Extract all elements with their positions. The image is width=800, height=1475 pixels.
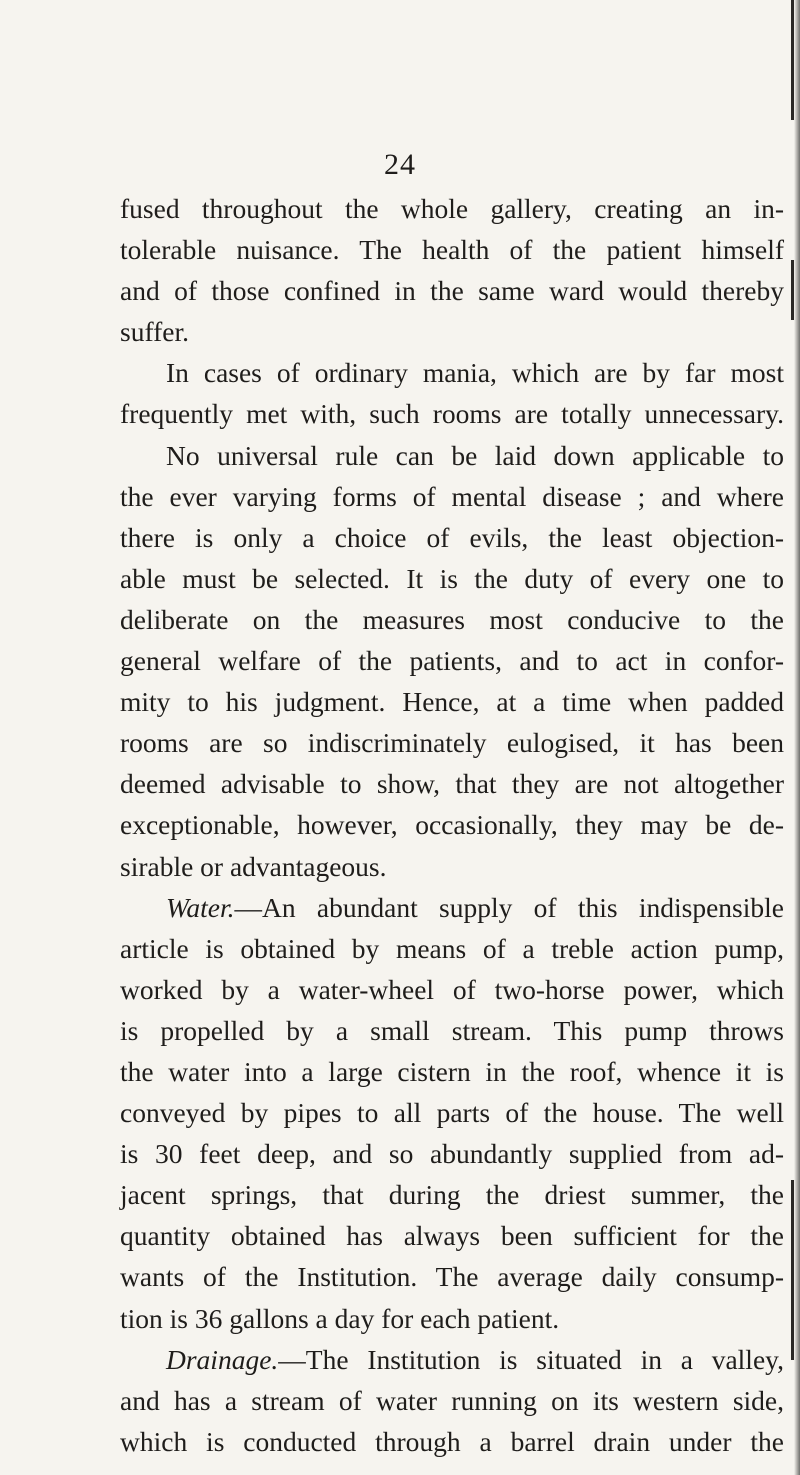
text-line xyxy=(120,1133,784,1174)
text-line xyxy=(120,928,784,969)
page-number: 24 xyxy=(384,148,416,181)
text-line xyxy=(120,1298,784,1339)
line-text: quantity obtained has always been sufficient for the xyxy=(120,1220,784,1252)
line-text: frequently met with, such rooms are totally unnecessary. xyxy=(120,398,784,430)
text-line xyxy=(120,763,784,804)
line-text: the ever varying forms of mental disease ; and where xyxy=(120,480,784,512)
line-text: suffer. xyxy=(120,316,189,348)
text-line xyxy=(120,393,784,434)
page-edge-shadow xyxy=(794,0,800,1475)
line-text: conveyed by pipes to all parts of the house. The well xyxy=(120,1097,784,1129)
line-text: and of those confined in the same ward would thereby xyxy=(120,275,784,307)
text-line xyxy=(120,517,784,558)
text-line xyxy=(120,887,784,928)
text-line xyxy=(120,1215,784,1256)
line-text: tion is 36 gallons a day for each patient. xyxy=(120,1302,560,1334)
line-text: able must be selected. It is the duty of every one to xyxy=(120,562,784,594)
text-line xyxy=(120,1092,784,1133)
line-text: sirable or advantageous. xyxy=(120,850,387,882)
text-line xyxy=(120,1380,784,1421)
text-line xyxy=(120,1051,784,1092)
text-line xyxy=(120,969,784,1010)
line-text: worked by a water-wheel of two-horse power, which xyxy=(120,973,784,1005)
line-text: is 30 feet deep, and so abundantly supplied from ad- xyxy=(120,1138,784,1170)
page-edge-mark xyxy=(791,260,794,320)
line-text: which is conducted through a barrel drain under the xyxy=(120,1425,784,1457)
line-text: tolerable nuisance. The health of the patient himself xyxy=(120,234,784,266)
line-text: No universal rule can be laid down applicable to xyxy=(166,439,784,471)
line-text: rooms are so indiscriminately eulogised, it has been xyxy=(120,727,784,759)
text-line xyxy=(120,476,784,517)
line-text: article is obtained by means of a treble action pump, xyxy=(120,932,784,964)
text-line xyxy=(120,1256,784,1297)
text-line xyxy=(120,311,784,352)
text-line xyxy=(120,352,784,393)
text-line xyxy=(120,229,784,270)
text-line xyxy=(120,1421,784,1462)
page-edge-mark xyxy=(791,1180,794,1360)
text-line xyxy=(120,435,784,476)
line-text: there is only a choice of evils, the least objection- xyxy=(120,521,784,553)
text-line xyxy=(120,188,784,229)
line-text: the water into a large cistern in the roof, whence it is xyxy=(120,1055,784,1087)
text-line xyxy=(120,599,784,640)
line-text: fused throughout the whole gallery, creating an in- xyxy=(120,193,784,224)
line-text: In cases of ordinary mania, which are by far most xyxy=(166,357,784,389)
text-line xyxy=(120,640,784,681)
text-line xyxy=(120,1339,784,1380)
section-heading: Water. xyxy=(166,891,235,923)
text-line xyxy=(120,722,784,763)
line-text: and has a stream of water running on its western side, xyxy=(120,1384,784,1416)
line-text: jacent springs, that during the driest summer, the xyxy=(120,1179,784,1211)
line-text: wants of the Institution. The average daily consump- xyxy=(120,1261,784,1293)
text-line xyxy=(120,681,784,722)
line-text: deliberate on the measures most conducive to the xyxy=(120,603,784,635)
page-edge-mark xyxy=(791,0,794,120)
line-text: mity to his judgment. Hence, at a time when padded xyxy=(120,686,784,718)
text-line xyxy=(120,804,784,845)
line-text: exceptionable, however, occasionally, they may be de- xyxy=(120,809,784,841)
text-line xyxy=(120,846,784,887)
text-line xyxy=(120,1010,784,1051)
line-text: deemed advisable to show, that they are not altogether xyxy=(120,768,784,800)
section-heading: Drainage. xyxy=(166,1343,279,1375)
line-text: —An abundant supply of this indispensible xyxy=(234,891,784,923)
body-text xyxy=(120,188,784,1462)
text-line xyxy=(120,1174,784,1215)
line-text: is propelled by a small stream. This pump throws xyxy=(120,1014,784,1046)
text-line xyxy=(120,270,784,311)
line-text: —The Institution is situated in a valley, xyxy=(278,1343,784,1375)
text-line xyxy=(120,558,784,599)
line-text: general welfare of the patients, and to act in confor- xyxy=(120,645,784,677)
